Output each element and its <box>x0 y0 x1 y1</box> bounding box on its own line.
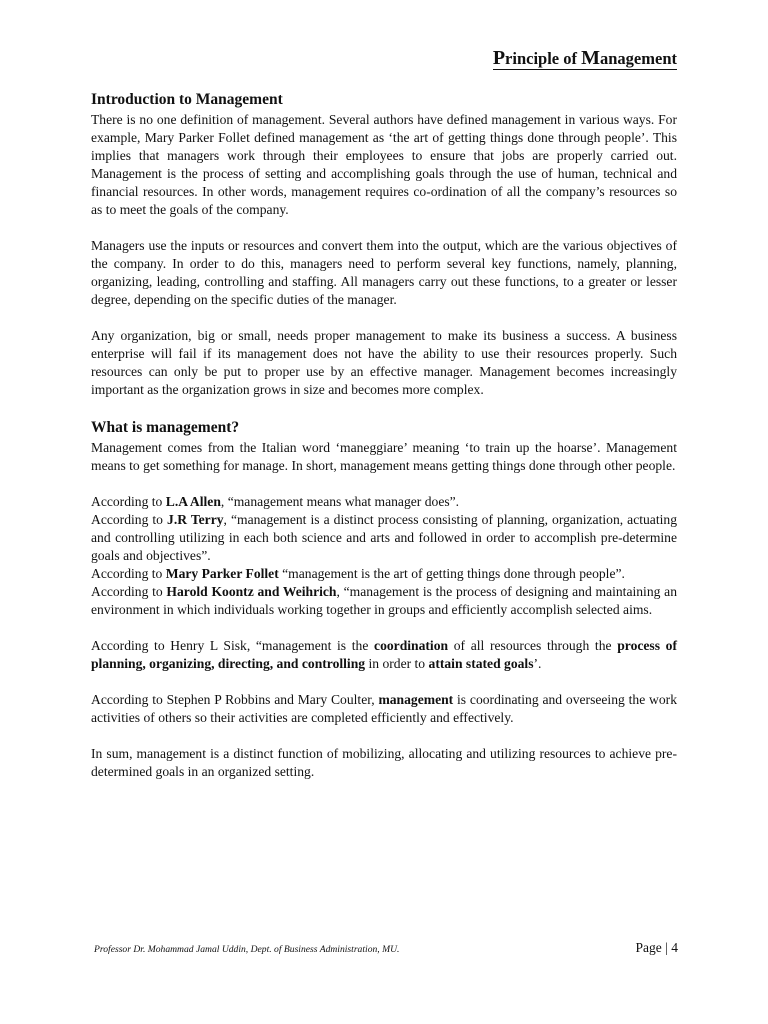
terry-definition: According to J.R Terry, “management is a distinct process consisting of planning, organization, actuating and controlling utilizing in each both science and arts and followed in order to accomplish pre-determine goals and objectives”. <box>91 512 677 563</box>
what-heading: What is management? <box>91 419 240 436</box>
koontz-definition: According to Harold Koontz and Weihrich, “management is the process of designing and maintaining an environment in which individuals working together in groups and efficiently accomplish selected aims. <box>91 584 677 617</box>
title-cap-m: M <box>581 47 600 69</box>
document-body <box>91 89 677 781</box>
intro-paragraph-3: Any organization, big or small, needs proper management to make its business a success. A business enterprise will fail if its management does not have the ability to use their resources properly. Such resources can only be put to proper use by an effective manager. Management becomes increasingly important as the organization grows in size and becomes more complex. <box>91 328 677 397</box>
intro-heading: Introduction to Management <box>91 91 283 108</box>
title-cap-p: P <box>492 47 506 69</box>
footer-page-number: Page | 4 <box>635 940 678 955</box>
robbins-definition: According to Stephen P Robbins and Mary Coulter, management is coordinating and overseeing the work activities of others so their activities are completed efficiently and effectively. <box>91 692 677 725</box>
follet-definition: According to Mary Parker Follet “management is the art of getting things done through people”. <box>91 566 625 581</box>
intro-paragraph-2: Managers use the inputs or resources and convert them into the output, which are the various objectives of the company. In order to do this, managers need to perform several key functions, namely, planning, organizing, leading, controlling and staffing. All managers carry out these functions, to a greater or lesser degree, depending on the specific duties of the manager. <box>91 238 677 307</box>
what-paragraph-1: Management comes from the Italian word ‘maneggiare’ meaning ‘to train up the hoarse’. Management means to get something for manage. In short, management means getting things done through other people. <box>91 440 677 473</box>
intro-paragraph-1: There is no one definition of management. Several authors have defined management in various ways. For example, Mary Parker Follet defined management as ‘the art of getting things done through people’. This implies that managers work through their employees to ensure that jobs are properly carried out. Management is the process of setting and accomplishing goals through the use of human, technical and financial resources. In other words, management requires co-ordination of all the company’s resources so as to meet the goals of the company. <box>91 112 677 217</box>
page-header-title <box>493 48 677 70</box>
title-rest-m: anagement <box>600 49 677 68</box>
footer-author: Professor Dr. Mohammad Jamal Uddin, Dept. of Business Administration, MU. <box>94 944 400 955</box>
sisk-definition: According to Henry L Sisk, “management is the coordination of all resources through the process of planning, organizing, directing, and controlling in order to attain stated goals’. <box>91 638 678 671</box>
summary-paragraph: In sum, management is a distinct function of mobilizing, allocating and utilizing resources to achieve pre-determined goals in an organized setting. <box>91 746 677 779</box>
allen-definition: According to L.A Allen, “management means what manager does”. <box>91 494 460 509</box>
title-rest-p: rinciple of <box>505 49 582 68</box>
